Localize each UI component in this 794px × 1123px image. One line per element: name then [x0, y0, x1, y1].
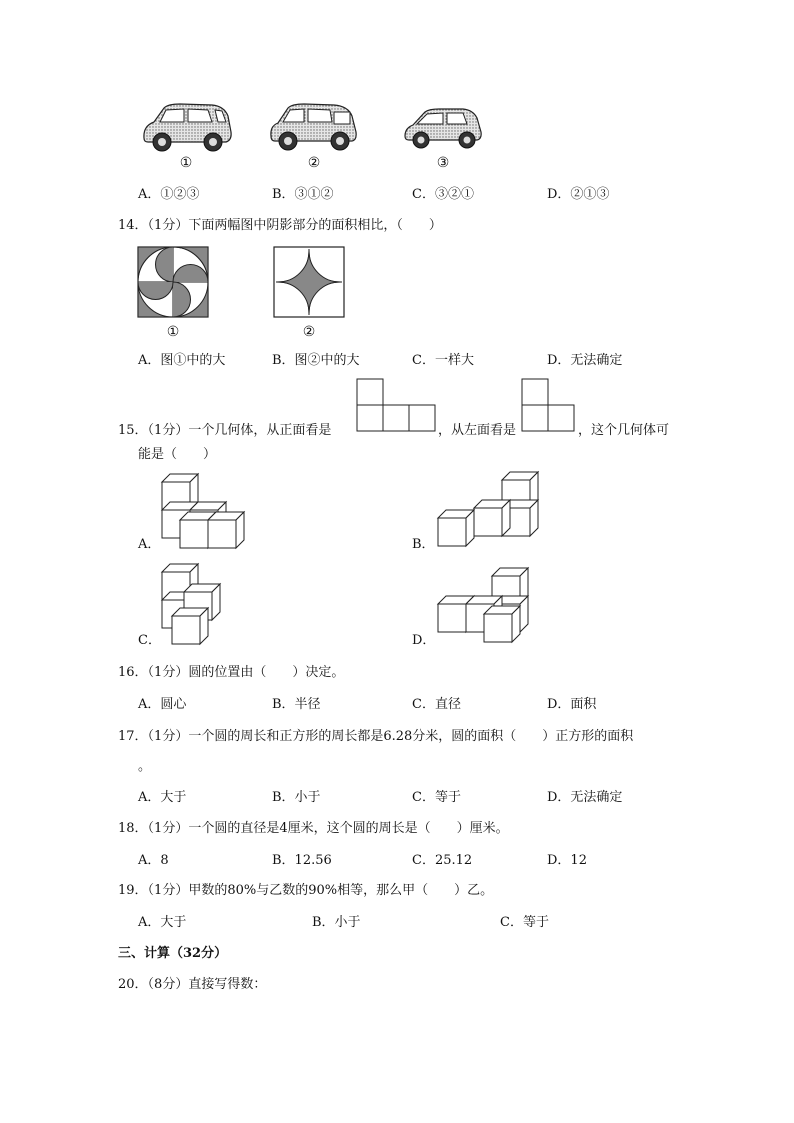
q15-stem-part3: ，这个几何体可	[578, 423, 670, 438]
car-image-2	[268, 102, 360, 154]
car-image-1	[140, 102, 235, 154]
q16-option-a[interactable]: A．圆心	[138, 697, 187, 712]
q18-option-a[interactable]: A．8	[138, 853, 169, 868]
q15-stem-part2: ，从左面看是	[438, 423, 517, 438]
pinwheel-figure	[138, 247, 208, 317]
star-figure	[274, 247, 344, 317]
q15-option-a[interactable]: A．	[138, 537, 161, 552]
q14-fig-label-1: ①	[166, 324, 180, 340]
q17-option-a[interactable]: A．大于	[138, 790, 187, 805]
q15-option-d-figure	[436, 566, 536, 646]
q20-stem: 20．（8分）直接写得数：	[118, 977, 267, 992]
q17-option-d[interactable]: D．无法确定	[547, 790, 623, 805]
q15-option-c[interactable]: C．	[138, 633, 161, 648]
q15-option-d[interactable]: D．	[412, 633, 436, 648]
left-view-figure	[521, 378, 577, 434]
q13-option-b[interactable]: B．③①②	[272, 187, 334, 202]
q19-option-b[interactable]: B．小于	[312, 915, 361, 930]
q19-stem: 19．（1分）甲数的80%与乙数的90%相等，那么甲（ ）乙。	[118, 883, 494, 898]
q17-stem: 17．（1分）一个圆的周长和正方形的周长都是6.28分米，圆的面积（ ）正方形的面积	[118, 729, 634, 744]
car-label-2: ②	[307, 155, 321, 171]
q14-option-d[interactable]: D．无法确定	[547, 353, 623, 368]
section-3-title: 三、计算（32分）	[118, 946, 228, 961]
q14-option-c[interactable]: C．一样大	[412, 353, 474, 368]
q16-option-d[interactable]: D．面积	[547, 697, 597, 712]
q16-option-b[interactable]: B．半径	[272, 697, 321, 712]
q15-option-c-figure	[160, 562, 230, 646]
q18-option-c[interactable]: C．25.12	[412, 853, 473, 868]
q17-stem-line2: 。	[138, 759, 152, 774]
q19-option-c[interactable]: C．等于	[500, 915, 549, 930]
q17-option-c[interactable]: C．等于	[412, 790, 461, 805]
car-label-3: ③	[436, 155, 450, 171]
q18-stem: 18．（1分）一个圆的直径是4厘米，这个圆的周长是（ ）厘米。	[118, 821, 509, 836]
q18-option-d[interactable]: D．12	[547, 853, 587, 868]
q15-option-b-figure	[436, 470, 546, 550]
q14-stem: 14．（1分）下面两幅图中阴影部分的面积相比，（ ）	[118, 218, 442, 233]
front-view-figure	[356, 378, 438, 434]
q13-option-d[interactable]: D．②①③	[547, 187, 610, 202]
q14-fig-label-2: ②	[302, 324, 316, 340]
q15-option-b[interactable]: B．	[412, 537, 435, 552]
q15-stem-part1: 15．（1分）一个几何体，从正面看是	[118, 423, 332, 438]
q17-option-b[interactable]: B．小于	[272, 790, 321, 805]
q13-option-a[interactable]: A．①②③	[138, 187, 200, 202]
q15-option-a-figure	[160, 472, 250, 552]
q13-option-c[interactable]: C．③②①	[412, 187, 474, 202]
q14-option-a[interactable]: A．图①中的大	[138, 353, 226, 368]
q18-option-b[interactable]: B．12.56	[272, 853, 332, 868]
q15-stem-line2: 能是（ ）	[138, 447, 217, 462]
q16-option-c[interactable]: C．直径	[412, 697, 461, 712]
q16-stem: 16．（1分）圆的位置由（ ）决定。	[118, 665, 345, 680]
car-label-1: ①	[179, 155, 193, 171]
q19-option-a[interactable]: A．大于	[138, 915, 187, 930]
q14-option-b[interactable]: B．图②中的大	[272, 353, 360, 368]
car-image-3	[403, 106, 483, 152]
